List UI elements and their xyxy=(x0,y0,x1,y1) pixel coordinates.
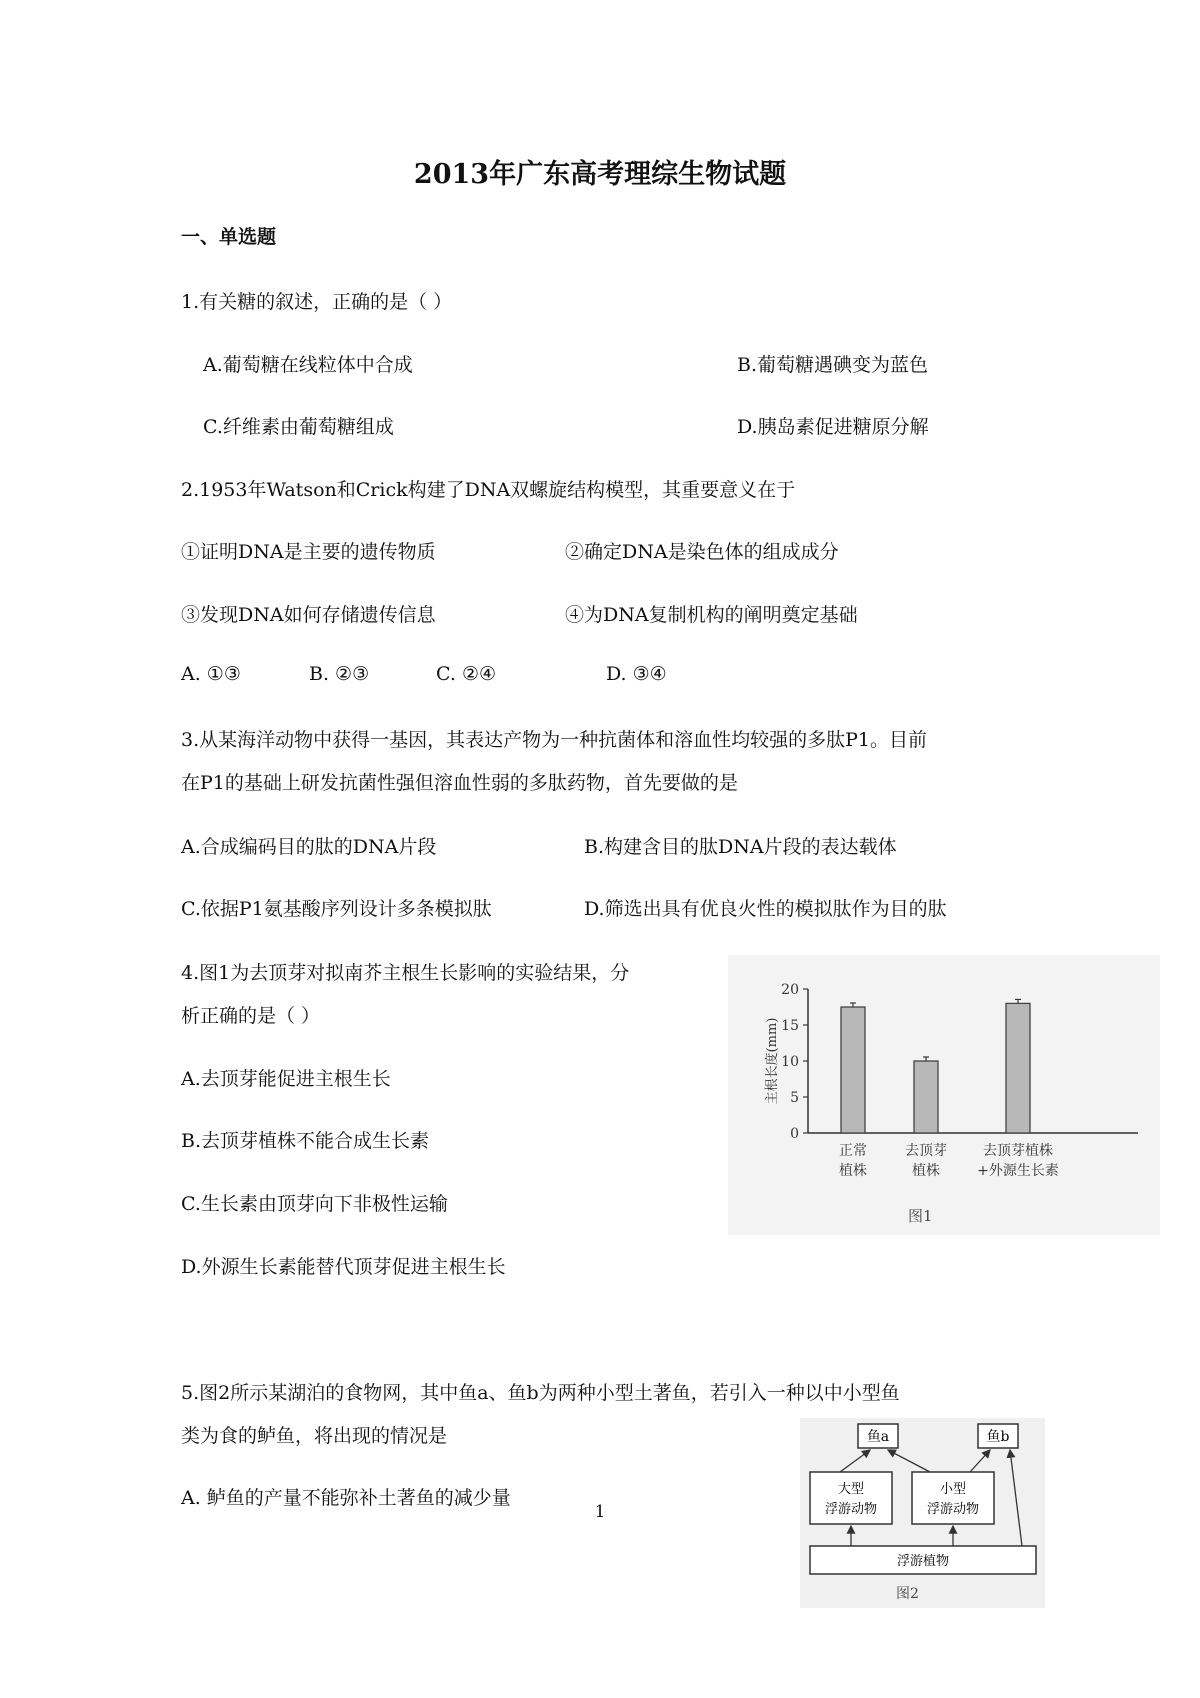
arrow-small-to-fish-b xyxy=(970,1450,990,1472)
q5-stem-line2: 类为食的鲈鱼，将出现的情况是 xyxy=(181,1425,448,1447)
page-title: 2013年广东高考理综生物试题 xyxy=(413,159,787,190)
q2-option-b: B. ②③ xyxy=(309,663,370,685)
q3-option-b: B.构建含目的肽DNA片段的表达载体 xyxy=(584,836,897,858)
bar xyxy=(1006,1003,1030,1133)
y-tick-label: 5 xyxy=(790,1090,799,1106)
q3-stem-line1: 3.从某海洋动物中获得一基因，其表达产物为一种抗菌体和溶血性均较强的多肽P1。目前 xyxy=(181,729,928,751)
arrow-phyto-to-fish-b xyxy=(1010,1450,1022,1546)
arrow-small-to-fish-a xyxy=(888,1450,930,1472)
q2-statement-4: ④为DNA复制机构的阐明奠定基础 xyxy=(565,604,858,626)
q5-option-a: A. 鲈鱼的产量不能弥补土著鱼的减少量 xyxy=(181,1487,511,1509)
large-zooplankton-label-1: 大型 xyxy=(837,1482,865,1497)
x-category-label: 植株 xyxy=(839,1163,867,1179)
arrow-large-to-fish-a xyxy=(840,1450,870,1472)
q3-option-d: D.筛选出具有优良火性的模拟肽作为目的肽 xyxy=(584,898,947,920)
q3-option-c: C.依据P1氨基酸序列设计多条模拟肽 xyxy=(181,898,492,920)
q4-stem-line2: 析正确的是（ ） xyxy=(181,1005,321,1027)
bar xyxy=(914,1061,938,1133)
fish-a-label: 鱼a xyxy=(866,1429,890,1445)
q4-option-a: A.去顶芽能促进主根生长 xyxy=(181,1068,391,1090)
q2-stem: 2.1953年Watson和Crick构建了DNA双螺旋结构模型，其重要意义在于 xyxy=(181,479,796,501)
figure-1-bar-chart xyxy=(728,955,1160,1235)
q3-stem-line2: 在P1的基础上研发抗菌性强但溶血性弱的多肽药物，首先要做的是 xyxy=(181,772,738,794)
q1-stem: 1.有关糖的叙述，正确的是（ ） xyxy=(181,291,453,313)
q1-option-a: A.葡萄糖在线粒体中合成 xyxy=(203,354,413,376)
q4-option-c: C.生长素由顶芽向下非极性运输 xyxy=(181,1193,448,1215)
x-category-label: +外源生长素 xyxy=(977,1163,1059,1179)
q2-statement-3: ③发现DNA如何存储遗传信息 xyxy=(181,604,436,626)
page-number: 1 xyxy=(594,1502,606,1522)
x-category-label: 去顶芽 xyxy=(905,1143,947,1159)
q4-stem-line1: 4.图1为去顶芽对拟南芥主根生长影响的实验结果，分 xyxy=(181,962,630,984)
small-zooplankton-label-2: 浮游动物 xyxy=(926,1502,980,1517)
phytoplankton-label: 浮游植物 xyxy=(896,1554,950,1569)
y-tick-label: 15 xyxy=(781,1018,799,1034)
figure-2-caption: 图2 xyxy=(896,1586,919,1602)
large-zooplankton-label-2: 浮游动物 xyxy=(824,1502,878,1517)
y-tick-label: 10 xyxy=(781,1054,799,1070)
q4-option-d: D.外源生长素能替代顶芽促进主根生长 xyxy=(181,1256,506,1278)
bar xyxy=(841,1007,865,1133)
x-category-label: 去顶芽植株 xyxy=(983,1143,1053,1159)
figure-1-panel xyxy=(728,955,1160,1235)
small-zooplankton-label-1: 小型 xyxy=(939,1482,967,1497)
y-tick-label: 20 xyxy=(781,982,799,998)
section-heading: 一、单选题 xyxy=(181,226,277,248)
q4-option-b: B.去顶芽植株不能合成生长素 xyxy=(181,1130,430,1152)
y-tick-label: 0 xyxy=(790,1126,799,1142)
q2-option-c: C. ②④ xyxy=(436,663,497,685)
x-category-label: 正常 xyxy=(839,1143,867,1159)
q2-option-d: D. ③④ xyxy=(606,663,667,685)
q2-statement-1: ①证明DNA是主要的遗传物质 xyxy=(181,541,436,563)
q2-option-a: A. ①③ xyxy=(181,663,241,685)
y-axis-label: 主根长度(mm) xyxy=(765,1017,780,1105)
q3-option-a: A.合成编码目的肽的DNA片段 xyxy=(181,836,437,858)
x-category-label: 植株 xyxy=(912,1163,940,1179)
fish-b-label: 鱼b xyxy=(986,1429,1010,1445)
q5-stem-line1: 5.图2所示某湖泊的食物网，其中鱼a、鱼b为两种小型土著鱼，若引入一种以中小型鱼 xyxy=(181,1382,900,1404)
q1-option-d: D.胰岛素促进糖原分解 xyxy=(737,416,929,438)
figure-1-caption: 图1 xyxy=(908,1207,933,1225)
q2-statement-2: ②确定DNA是染色体的组成成分 xyxy=(565,541,839,563)
q1-option-b: B.葡萄糖遇碘变为蓝色 xyxy=(737,354,929,376)
q1-option-c: C.纤维素由葡萄糖组成 xyxy=(203,416,394,438)
